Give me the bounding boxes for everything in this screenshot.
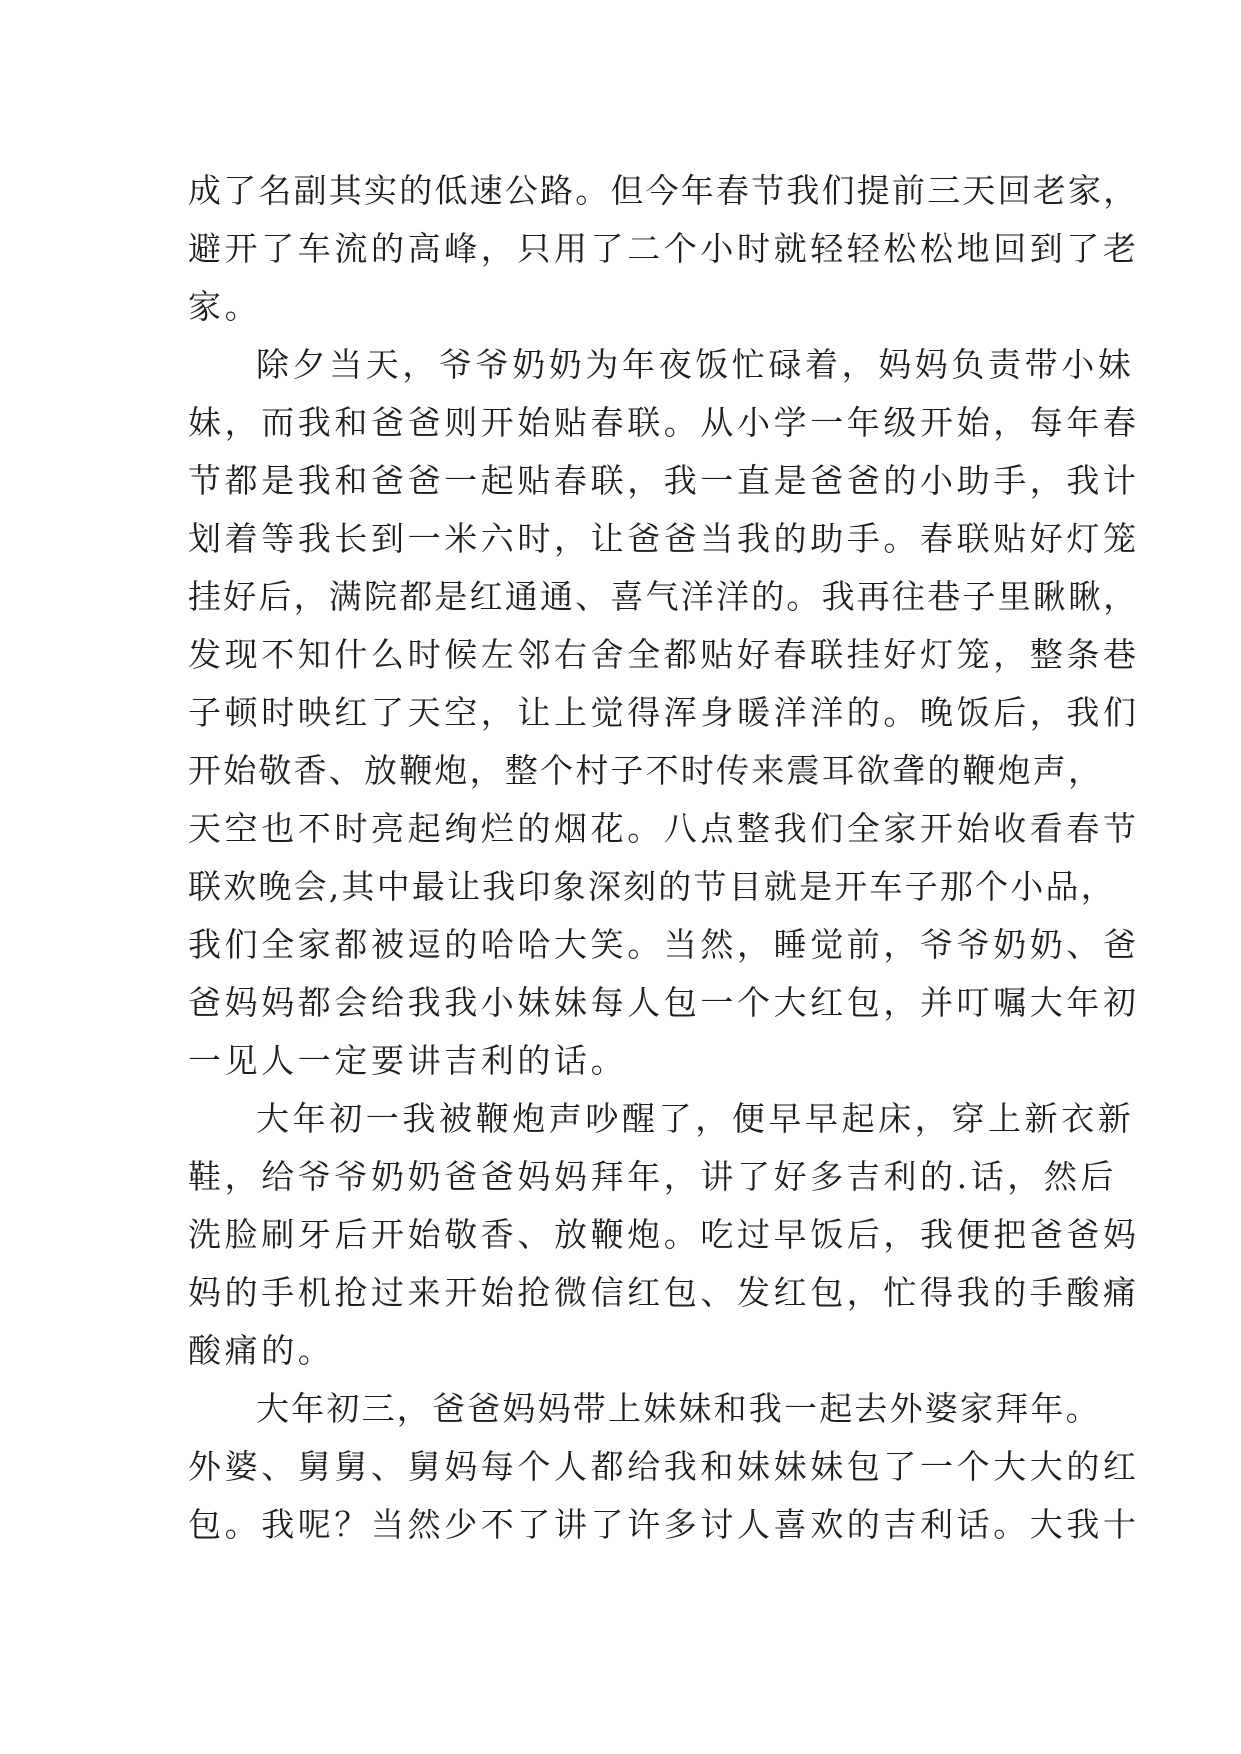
text-line: 妈的手机抢过来开始抢微信红包、发红包，忙得我的手酸痛: [188, 1273, 1140, 1312]
text-line: 一见人一定要讲吉利的话。: [188, 1041, 628, 1080]
document-body: [188, 162, 1140, 1554]
text-line: 大年初三，爸爸妈妈带上妹妹和我一起去外婆家拜年。: [256, 1389, 1101, 1428]
text-line: 家。: [188, 287, 262, 326]
text-line: 子顿时映红了天空，让上觉得浑身暖洋洋的。晚饭后，我们: [188, 693, 1140, 732]
text-line: 洗脸刷牙后开始敬香、放鞭炮。吃过早饭后，我便把爸爸妈: [188, 1215, 1140, 1254]
paragraph: [188, 162, 1140, 336]
paragraph: [188, 1380, 1140, 1554]
text-line: 酸痛的。: [188, 1331, 335, 1370]
text-line: 天空也不时亮起绚烂的烟花。八点整我们全家开始收看春节: [188, 809, 1140, 848]
text-line: 挂好后，满院都是红通通、喜气洋洋的。我再往巷子里瞅瞅，: [188, 577, 1139, 616]
text-line: 妹，而我和爸爸则开始贴春联。从小学一年级开始，每年春: [188, 403, 1140, 442]
text-line: 爸妈妈都会给我我小妹妹每人包一个大红包，并叮嘱大年初: [188, 983, 1140, 1022]
text-line: 成了名副其实的低速公路。但今年春节我们提前三天回老家，: [188, 171, 1139, 210]
text-line: 开始敬香、放鞭炮，整个村子不时传来震耳欲聋的鞭炮声，: [188, 751, 1104, 790]
text-line: 划着等我长到一米六时，让爸爸当我的助手。春联贴好灯笼: [188, 519, 1140, 558]
text-line: 联欢晚会,其中最让我印象深刻的节目就是开车子那个小品，: [188, 867, 1116, 906]
paragraph: [188, 1090, 1140, 1380]
paragraph: [188, 336, 1140, 1090]
text-line: 鞋，给爷爷奶奶爸爸妈妈拜年，讲了好多吉利的.话，然后: [188, 1157, 1118, 1196]
text-line: 包。我呢？当然少不了讲了许多讨人喜欢的吉利话。大我十: [188, 1505, 1140, 1544]
text-line: 节都是我和爸爸一起贴春联，我一直是爸爸的小助手，我计: [188, 461, 1140, 500]
text-line: 发现不知什么时候左邻右舍全都贴好春联挂好灯笼，整条巷: [188, 635, 1140, 674]
text-line: 大年初一我被鞭炮声吵醒了，便早早起床，穿上新衣新: [256, 1099, 1135, 1138]
text-line: 我们全家都被逗的哈哈大笑。当然，睡觉前，爷爷奶奶、爸: [188, 925, 1140, 964]
text-line: 外婆、舅舅、舅妈每个人都给我和妹妹妹包了一个大大的红: [188, 1447, 1140, 1486]
text-line: 除夕当天，爷爷奶奶为年夜饭忙碌着，妈妈负责带小妹: [256, 345, 1135, 384]
text-line: 避开了车流的高峰，只用了二个小时就轻轻松松地回到了老: [188, 229, 1140, 268]
